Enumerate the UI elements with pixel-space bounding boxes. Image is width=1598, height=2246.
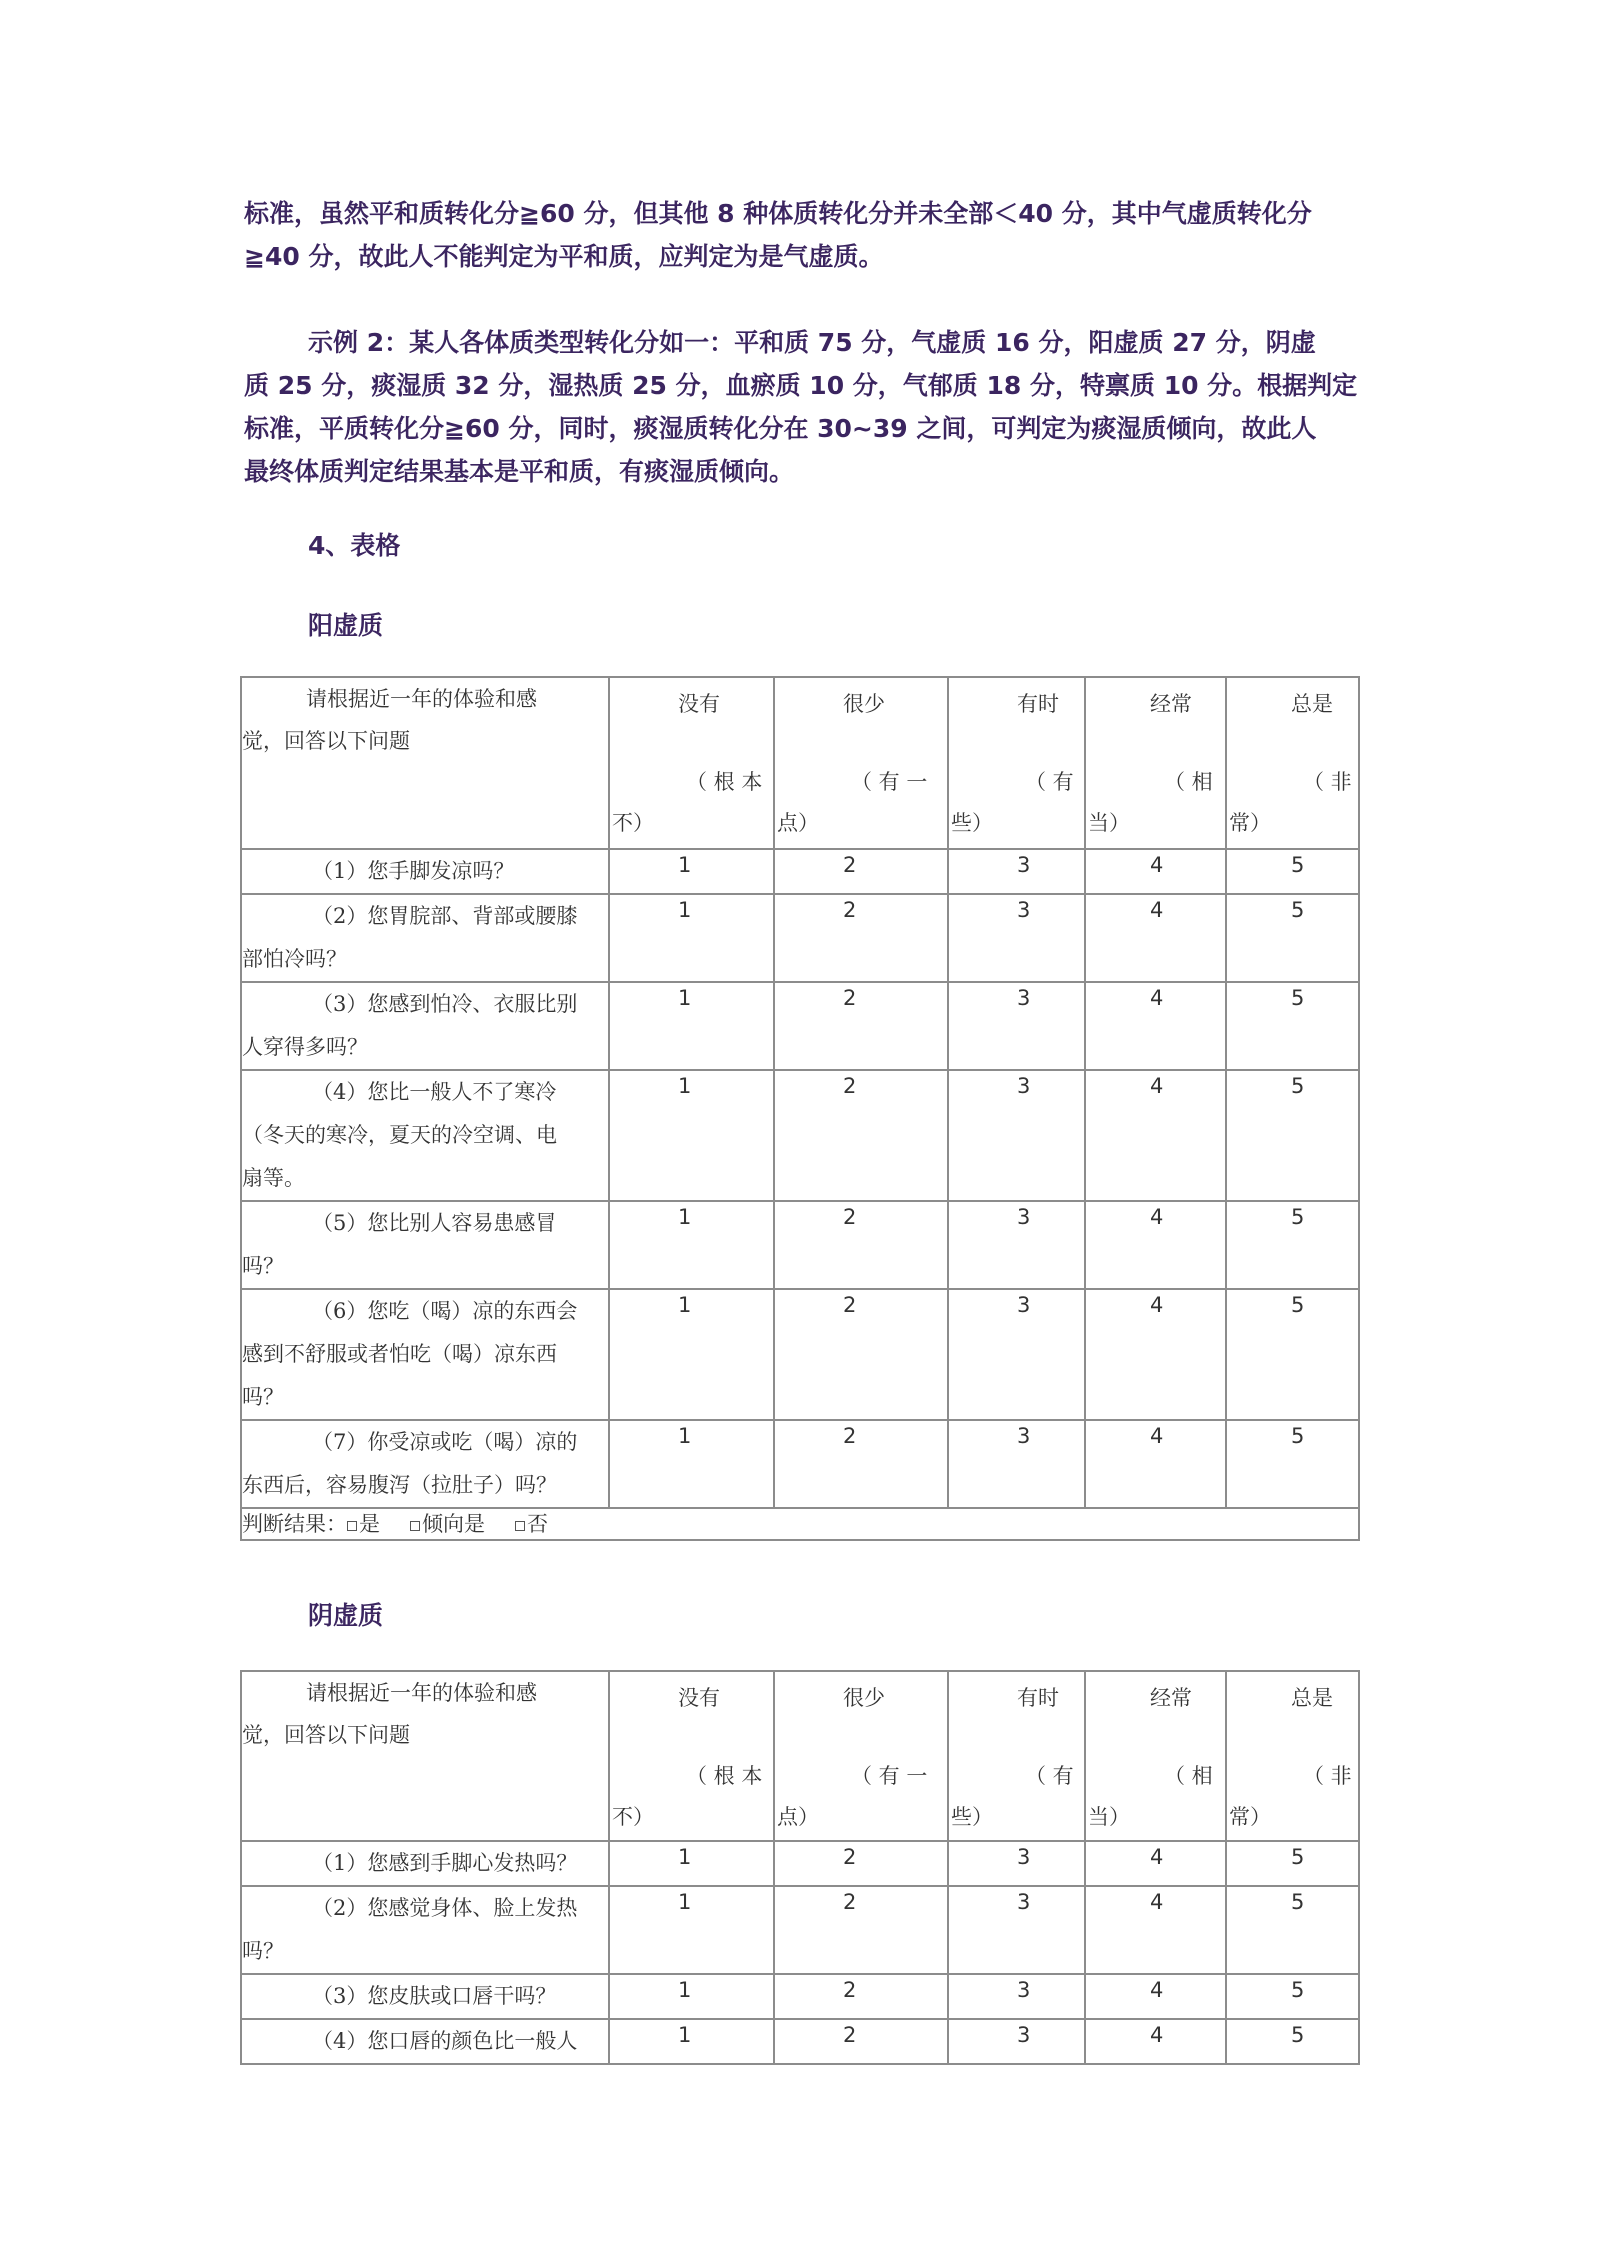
score-value: 3 — [1017, 1845, 1031, 1869]
score-value: 4 — [1150, 1424, 1164, 1448]
score-cell[interactable] — [1085, 1289, 1226, 1420]
header-question-line: 觉，回答以下问题 — [242, 729, 410, 753]
score-value: 2 — [843, 1845, 857, 1869]
score-value: 1 — [678, 1205, 692, 1229]
paragraph-line: 标准，平质转化分≧60 分，同时，痰湿质转化分在 30~39 之间，可判定为痰湿质倾向，故此人 — [244, 414, 1317, 443]
score-cell[interactable] — [1226, 1420, 1359, 1508]
option-note-end: 常） — [1229, 811, 1271, 835]
table-row — [241, 1289, 1359, 1420]
option-note: （ 相 — [1164, 1764, 1213, 1788]
table-row — [241, 1201, 1359, 1289]
score-value: 5 — [1291, 986, 1305, 1010]
score-cell[interactable] — [948, 1886, 1085, 1974]
score-value: 3 — [1017, 1074, 1031, 1098]
paragraph-line: ≧40 分，故此人不能判定为平和质，应判定为是气虚质。 — [244, 242, 884, 271]
question-text: （3）您皮肤或口唇干吗？ — [312, 1984, 557, 2008]
score-cell[interactable] — [948, 1420, 1085, 1508]
score-value: 5 — [1291, 1890, 1305, 1914]
score-value: 3 — [1017, 1978, 1031, 2002]
score-cell[interactable] — [1085, 1070, 1226, 1201]
score-value: 3 — [1017, 986, 1031, 1010]
score-cell[interactable] — [1085, 849, 1226, 894]
score-value: 4 — [1150, 1074, 1164, 1098]
score-value: 4 — [1150, 1293, 1164, 1317]
question-cell — [241, 1974, 609, 2019]
score-value: 2 — [843, 1424, 857, 1448]
score-value: 4 — [1150, 898, 1164, 922]
option-label: 总是 — [1291, 1686, 1333, 1710]
score-value: 3 — [1017, 1424, 1031, 1448]
header-option-always — [1226, 1671, 1359, 1841]
question-text-continued: （冬天的寒冷，夏天的冷空调、电 — [242, 1123, 557, 1147]
table-title-yang: 阳虚质 — [308, 611, 384, 640]
option-note-end: 些） — [951, 811, 993, 835]
score-value: 2 — [843, 986, 857, 1010]
header-option-always — [1226, 677, 1359, 849]
score-value: 4 — [1150, 853, 1164, 877]
question-text-continued: 东西后，容易腹泻（拉肚子）吗？ — [242, 1473, 557, 1497]
score-cell[interactable] — [1085, 1974, 1226, 2019]
score-value: 2 — [843, 898, 857, 922]
score-cell[interactable] — [609, 1201, 774, 1289]
paragraph-line: 最终体质判定结果基本是平和质，有痰湿质倾向。 — [244, 457, 795, 486]
score-value: 3 — [1017, 1205, 1031, 1229]
score-cell[interactable] — [1085, 1886, 1226, 1974]
score-cell[interactable] — [609, 2019, 774, 2064]
option-note-end: 当） — [1088, 1805, 1130, 1829]
option-note: （ 非 — [1303, 1764, 1352, 1788]
question-cell — [241, 1841, 609, 1886]
score-cell[interactable] — [774, 2019, 948, 2064]
table-row — [241, 1886, 1359, 1974]
option-label: 没有 — [678, 1686, 720, 1710]
option-note: （ 有 — [1025, 1764, 1074, 1788]
question-text: （1）您感到手脚心发热吗？ — [312, 1851, 578, 1875]
table-row — [241, 1420, 1359, 1508]
question-text: （3）您感到怕冷、衣服比别 — [312, 992, 578, 1016]
option-label: 很少 — [843, 1686, 885, 1710]
question-cell — [241, 982, 609, 1070]
option-label: 没有 — [678, 692, 720, 716]
question-text: （2）您感觉身体、脸上发热 — [312, 1896, 578, 1920]
score-cell[interactable] — [1085, 1201, 1226, 1289]
score-cell[interactable] — [774, 1841, 948, 1886]
table-row — [241, 894, 1359, 982]
score-cell[interactable] — [774, 1420, 948, 1508]
header-option-never — [609, 1671, 774, 1841]
question-text: （1）您手脚发凉吗？ — [312, 859, 515, 883]
question-cell — [241, 2019, 609, 2064]
score-cell[interactable] — [1226, 1886, 1359, 1974]
result-label: 判断结果： — [242, 1512, 347, 1536]
score-cell[interactable] — [774, 1886, 948, 1974]
score-cell[interactable] — [948, 849, 1085, 894]
score-value: 5 — [1291, 898, 1305, 922]
option-note: （ 根 本 — [686, 770, 763, 794]
score-cell[interactable] — [1226, 1289, 1359, 1420]
question-cell — [241, 1289, 609, 1420]
option-note: （ 相 — [1164, 770, 1213, 794]
question-text-continued: 扇等。 — [242, 1166, 305, 1190]
header-option-never — [609, 677, 774, 849]
header-question-cell — [241, 677, 609, 849]
checkbox-icon[interactable] — [410, 1521, 420, 1531]
score-value: 4 — [1150, 1978, 1164, 2002]
score-cell[interactable] — [948, 1201, 1085, 1289]
question-cell — [241, 1070, 609, 1201]
option-note-end: 当） — [1088, 811, 1130, 835]
score-value: 1 — [678, 986, 692, 1010]
table-header-row — [241, 1671, 1359, 1841]
score-value: 4 — [1150, 1890, 1164, 1914]
table-row — [241, 982, 1359, 1070]
score-cell[interactable] — [774, 1289, 948, 1420]
score-cell[interactable] — [948, 1974, 1085, 2019]
score-cell[interactable] — [1226, 982, 1359, 1070]
score-value: 5 — [1291, 2023, 1305, 2047]
score-value: 3 — [1017, 1293, 1031, 1317]
score-cell[interactable] — [609, 894, 774, 982]
score-value: 2 — [843, 1074, 857, 1098]
score-value: 2 — [843, 1205, 857, 1229]
score-value: 5 — [1291, 853, 1305, 877]
header-option-rarely — [774, 1671, 948, 1841]
question-text-continued: 吗？ — [242, 1254, 284, 1278]
score-cell[interactable] — [609, 1841, 774, 1886]
score-value: 1 — [678, 1978, 692, 2002]
option-label: 有时 — [1017, 1686, 1059, 1710]
result-option-label: 否 — [527, 1512, 548, 1536]
score-cell[interactable] — [609, 1289, 774, 1420]
result-option-label: 是 — [359, 1512, 380, 1536]
option-label: 很少 — [843, 692, 885, 716]
score-cell[interactable] — [1226, 1841, 1359, 1886]
score-value: 2 — [843, 1978, 857, 2002]
question-text: （6）您吃（喝）凉的东西会 — [312, 1299, 578, 1323]
option-label: 经常 — [1150, 1686, 1192, 1710]
score-value: 1 — [678, 2023, 692, 2047]
score-cell[interactable] — [609, 1420, 774, 1508]
header-question-cell — [241, 1671, 609, 1841]
score-value: 4 — [1150, 986, 1164, 1010]
score-value: 1 — [678, 1845, 692, 1869]
score-value: 5 — [1291, 1978, 1305, 2002]
score-cell[interactable] — [774, 1070, 948, 1201]
option-note-end: 点） — [777, 1805, 819, 1829]
header-option-often — [1085, 1671, 1226, 1841]
header-option-rarely — [774, 677, 948, 849]
table-header-row — [241, 677, 1359, 849]
option-note: （ 根 本 — [686, 1764, 763, 1788]
score-cell[interactable] — [948, 2019, 1085, 2064]
checkbox-icon[interactable] — [515, 1521, 525, 1531]
score-cell[interactable] — [948, 894, 1085, 982]
table-row — [241, 1974, 1359, 2019]
table-row — [241, 2019, 1359, 2064]
score-value: 2 — [843, 1293, 857, 1317]
question-text: （7）你受凉或吃（喝）凉的 — [312, 1430, 578, 1454]
score-cell[interactable] — [609, 982, 774, 1070]
option-label: 总是 — [1291, 692, 1333, 716]
score-cell[interactable] — [1085, 1841, 1226, 1886]
score-value: 4 — [1150, 1205, 1164, 1229]
option-note: （ 有 — [1025, 770, 1074, 794]
question-text-continued: 吗？ — [242, 1385, 284, 1409]
paragraph-line: 标准，虽然平和质转化分≧60 分，但其他 8 种体质转化分并未全部＜40 分，其中气虚质转化分 — [244, 199, 1312, 228]
header-option-sometimes — [948, 677, 1085, 849]
score-value: 2 — [843, 853, 857, 877]
score-cell[interactable] — [1226, 2019, 1359, 2064]
question-text-continued: 部怕冷吗？ — [242, 947, 347, 971]
score-cell[interactable] — [1085, 982, 1226, 1070]
result-row — [241, 1508, 1359, 1540]
header-option-often — [1085, 677, 1226, 849]
result-cell — [241, 1508, 1359, 1540]
score-value: 1 — [678, 1293, 692, 1317]
result-option-label: 倾向是 — [422, 1512, 485, 1536]
option-note-end: 常） — [1229, 1805, 1271, 1829]
question-text: （5）您比别人容易患感冒 — [312, 1211, 557, 1235]
option-label: 经常 — [1150, 692, 1192, 716]
score-cell[interactable] — [1226, 894, 1359, 982]
question-text: （4）您口唇的颜色比一般人 — [312, 2029, 578, 2053]
score-value: 5 — [1291, 1293, 1305, 1317]
question-cell — [241, 849, 609, 894]
header-option-sometimes — [948, 1671, 1085, 1841]
score-value: 3 — [1017, 853, 1031, 877]
checkbox-icon[interactable] — [347, 1521, 357, 1531]
score-cell[interactable] — [774, 1201, 948, 1289]
option-note: （ 有 一 — [851, 1764, 928, 1788]
score-cell[interactable] — [609, 1070, 774, 1201]
score-value: 5 — [1291, 1205, 1305, 1229]
table-row — [241, 849, 1359, 894]
score-cell[interactable] — [1085, 2019, 1226, 2064]
score-cell[interactable] — [609, 849, 774, 894]
question-text-continued: 感到不舒服或者怕吃（喝）凉东西 — [242, 1342, 557, 1366]
score-cell[interactable] — [1226, 1201, 1359, 1289]
score-value: 3 — [1017, 2023, 1031, 2047]
score-value: 5 — [1291, 1845, 1305, 1869]
score-cell[interactable] — [1226, 1070, 1359, 1201]
table-row — [241, 1841, 1359, 1886]
score-cell[interactable] — [609, 1886, 774, 1974]
question-text-continued: 吗？ — [242, 1939, 284, 1963]
score-cell[interactable] — [1226, 849, 1359, 894]
option-note-end: 不） — [612, 811, 654, 835]
score-value: 1 — [678, 1890, 692, 1914]
option-note: （ 有 一 — [851, 770, 928, 794]
score-cell[interactable] — [948, 1070, 1085, 1201]
score-value: 3 — [1017, 1890, 1031, 1914]
score-value: 1 — [678, 1074, 692, 1098]
header-question-line: 觉，回答以下问题 — [242, 1723, 410, 1747]
paragraph-example-1-conclusion — [244, 192, 1360, 278]
question-cell — [241, 894, 609, 982]
score-value: 5 — [1291, 1074, 1305, 1098]
option-note: （ 非 — [1303, 770, 1352, 794]
header-question-line: 请根据近一年的体验和感 — [306, 687, 537, 711]
score-value: 1 — [678, 853, 692, 877]
survey-table-yin — [240, 1670, 1360, 2065]
score-value: 4 — [1150, 1845, 1164, 1869]
question-cell — [241, 1420, 609, 1508]
score-cell[interactable] — [948, 1289, 1085, 1420]
score-value: 5 — [1291, 1424, 1305, 1448]
score-cell[interactable] — [774, 1974, 948, 2019]
score-cell[interactable] — [1085, 894, 1226, 982]
question-text: （4）您比一般人不了寒冷 — [312, 1080, 557, 1104]
score-cell[interactable] — [948, 982, 1085, 1070]
score-value: 2 — [843, 1890, 857, 1914]
question-cell — [241, 1201, 609, 1289]
option-label: 有时 — [1017, 692, 1059, 716]
option-note-end: 些） — [951, 1805, 993, 1829]
paragraph-line: 质 25 分，痰湿质 32 分，湿热质 25 分，血瘀质 10 分，气郁质 18 分，特禀质 10 分。根据判定 — [244, 371, 1358, 400]
score-value: 4 — [1150, 2023, 1164, 2047]
paragraph-example-2 — [244, 321, 1360, 493]
score-value: 1 — [678, 1424, 692, 1448]
survey-table-yang — [240, 676, 1360, 1541]
score-cell[interactable] — [948, 1841, 1085, 1886]
paragraph-line: 示例 2：某人各体质类型转化分如一：平和质 75 分，气虚质 16 分，阳虚质 27 分，阴虚 — [308, 328, 1316, 357]
score-cell[interactable] — [1085, 1420, 1226, 1508]
question-text: （2）您胃脘部、背部或腰膝 — [312, 904, 578, 928]
score-value: 2 — [843, 2023, 857, 2047]
question-cell — [241, 1886, 609, 1974]
header-question-line: 请根据近一年的体验和感 — [306, 1681, 537, 1705]
score-cell[interactable] — [1226, 1974, 1359, 2019]
score-cell[interactable] — [774, 849, 948, 894]
option-note-end: 点） — [777, 811, 819, 835]
score-cell[interactable] — [774, 894, 948, 982]
question-text-continued: 人穿得多吗？ — [242, 1035, 368, 1059]
score-cell[interactable] — [774, 982, 948, 1070]
score-value: 3 — [1017, 898, 1031, 922]
score-value: 1 — [678, 898, 692, 922]
score-cell[interactable] — [609, 1974, 774, 2019]
option-note-end: 不） — [612, 1805, 654, 1829]
table-title-yin: 阴虚质 — [308, 1601, 384, 1630]
table-row — [241, 1070, 1359, 1201]
section-heading: 4、表格 — [308, 531, 401, 560]
